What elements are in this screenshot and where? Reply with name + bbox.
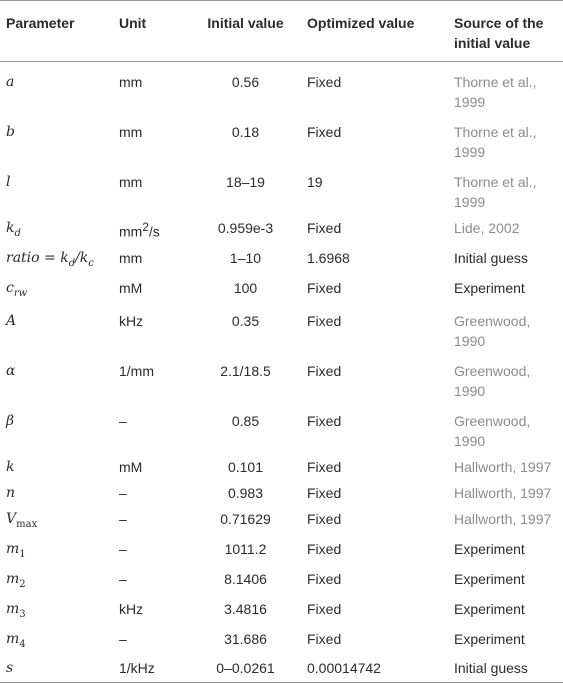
unit-sup: 2 xyxy=(142,221,149,234)
table-row xyxy=(0,114,563,164)
optimized-value-cell: Fixed xyxy=(307,570,342,587)
header-source-line2: initial value xyxy=(454,35,531,51)
param-sub: 4 xyxy=(19,638,26,650)
unit-base: mm xyxy=(119,223,143,240)
header-source-line1: Source of the xyxy=(454,15,544,31)
table-row xyxy=(0,164,563,214)
param-cell: n xyxy=(6,485,16,502)
initial-value-cell: 18–19 xyxy=(226,174,265,190)
param-base: m xyxy=(6,541,20,558)
param-sub: 3 xyxy=(19,608,26,620)
table-row xyxy=(0,353,563,403)
unit-cell: – xyxy=(119,541,127,558)
unit-cell: – xyxy=(119,413,127,430)
unit-cell: – xyxy=(119,630,127,647)
param-sub: max xyxy=(16,519,38,531)
source-cell: Thorne et al., 1999 xyxy=(454,74,537,110)
unit-cell: mm xyxy=(119,174,143,190)
param-base: m xyxy=(6,570,20,587)
param-part-a-sub: d xyxy=(68,257,76,269)
param-cell: β xyxy=(6,413,15,430)
table-row xyxy=(0,244,563,274)
table-row xyxy=(0,62,563,115)
header-source xyxy=(448,1,563,62)
unit-cell: – xyxy=(119,511,127,528)
initial-value-cell: 0.983 xyxy=(227,485,264,502)
source-cell: Experiment xyxy=(454,600,525,617)
param-sub: 2 xyxy=(19,578,26,590)
header-row xyxy=(0,1,563,62)
optimized-value-cell: 0.00014742 xyxy=(301,654,448,683)
initial-value-cell: 1–10 xyxy=(229,249,262,266)
source-cell: Greenwood, 1990 xyxy=(454,363,531,400)
unit-cell: mM xyxy=(119,279,143,296)
optimized-value-cell: Fixed xyxy=(307,485,342,502)
table-row xyxy=(0,403,563,453)
param-cell xyxy=(0,565,113,595)
initial-value-cell: 1011.2 xyxy=(224,541,267,558)
source-cell: Experiment xyxy=(454,570,525,587)
table-row xyxy=(0,274,563,304)
param-base: m xyxy=(6,630,20,647)
param-cell xyxy=(0,244,113,274)
optimized-value-cell: Fixed xyxy=(307,600,342,617)
initial-value-cell: 0.71629 xyxy=(220,511,271,528)
source-cell: Experiment xyxy=(454,630,525,647)
source-cell: Initial guess xyxy=(454,249,528,266)
table-row xyxy=(0,303,563,353)
initial-value-cell: 0.18 xyxy=(231,124,260,140)
unit-cell xyxy=(113,214,188,244)
source-cell: Lide, 2002 xyxy=(454,220,520,236)
param-sub: d xyxy=(14,227,21,239)
param-sub: 1 xyxy=(19,548,26,560)
table-row xyxy=(0,505,563,535)
optimized-value-cell: Fixed xyxy=(307,459,342,476)
table-row xyxy=(0,654,563,683)
source-cell: Initial guess xyxy=(448,654,563,683)
initial-value-cell: 0–0.0261 xyxy=(188,654,301,683)
source-cell: Hallworth, 1997 xyxy=(454,485,552,502)
optimized-value-cell: Fixed xyxy=(307,630,342,647)
optimized-value-cell: Fixed xyxy=(307,413,342,430)
param-base: m xyxy=(6,600,20,617)
unit-cell: 1/kHz xyxy=(113,654,188,683)
param-base: k xyxy=(6,220,15,236)
optimized-value-cell: Fixed xyxy=(307,511,342,528)
initial-value-cell: 0.56 xyxy=(231,74,260,90)
initial-value-cell: 2.1/18.5 xyxy=(220,363,271,380)
param-cell xyxy=(0,535,113,565)
param-part-b: /k xyxy=(75,249,89,266)
param-sub: rw xyxy=(13,287,28,299)
unit-cell: kHz xyxy=(119,600,144,617)
param-cell xyxy=(0,625,113,655)
table-row xyxy=(0,479,563,505)
table-row xyxy=(0,565,563,595)
table-row xyxy=(0,625,563,655)
param-cell: k xyxy=(6,459,15,476)
param-cell: b xyxy=(6,124,15,140)
unit-cell: kHz xyxy=(119,313,144,330)
unit-cell: 1/mm xyxy=(119,363,154,380)
table-row xyxy=(0,453,563,479)
param-cell: l xyxy=(6,174,11,190)
source-cell: Hallworth, 1997 xyxy=(454,459,552,476)
unit-cell: – xyxy=(119,570,127,587)
optimized-value-cell: Fixed xyxy=(307,313,342,330)
header-unit: Unit xyxy=(113,1,188,62)
initial-value-cell: 3.4816 xyxy=(224,600,267,617)
param-cell: α xyxy=(6,363,16,380)
source-cell: Thorne et al., 1999 xyxy=(454,174,537,210)
param-cell xyxy=(0,595,113,625)
param-cell xyxy=(0,274,113,304)
param-part-a: ratio = k xyxy=(6,249,69,266)
header-initial-value: Initial value xyxy=(188,1,301,62)
param-base: c xyxy=(6,279,14,296)
initial-value-cell: 31.686 xyxy=(224,630,267,647)
optimized-value-cell: Fixed xyxy=(307,220,342,236)
optimized-value-cell: Fixed xyxy=(307,74,342,90)
source-cell: Experiment xyxy=(454,279,525,296)
param-base: V xyxy=(6,511,17,528)
optimized-value-cell: Fixed xyxy=(307,279,342,296)
unit-rest: /s xyxy=(148,223,160,240)
initial-value-cell: 0.101 xyxy=(227,459,264,476)
unit-cell: mM xyxy=(119,459,143,476)
table-row xyxy=(0,214,563,244)
source-cell: Greenwood, 1990 xyxy=(454,413,531,450)
unit-cell: mm xyxy=(119,124,143,140)
optimized-value-cell: 19 xyxy=(307,174,323,190)
initial-value-cell: 0.35 xyxy=(231,313,260,330)
optimized-value-cell: Fixed xyxy=(307,363,342,380)
param-cell: a xyxy=(6,74,15,90)
header-optimized-value: Optimized value xyxy=(301,1,448,62)
optimized-value-cell: Fixed xyxy=(307,541,342,558)
param-part-b-sub: c xyxy=(88,257,94,269)
initial-value-cell: 0.85 xyxy=(231,413,260,430)
unit-cell: mm xyxy=(119,249,143,266)
initial-value-cell: 0.959e-3 xyxy=(217,220,274,236)
table-row xyxy=(0,595,563,625)
source-cell: Thorne et al., 1999 xyxy=(454,124,537,160)
initial-value-cell: 8.1406 xyxy=(224,570,267,587)
table-row xyxy=(0,535,563,565)
param-cell: s xyxy=(0,654,113,683)
unit-cell: mm xyxy=(119,74,143,90)
unit-cell: – xyxy=(119,485,127,502)
param-cell xyxy=(0,214,113,244)
optimized-value-cell: 1.6968 xyxy=(307,249,350,266)
header-parameter: Parameter xyxy=(0,1,113,62)
source-cell: Experiment xyxy=(454,541,525,558)
source-cell: Hallworth, 1997 xyxy=(454,511,552,528)
param-cell: A xyxy=(6,313,17,330)
source-cell: Greenwood, 1990 xyxy=(454,313,531,350)
param-cell xyxy=(0,505,113,535)
optimized-value-cell: Fixed xyxy=(307,124,342,140)
initial-value-cell: 100 xyxy=(233,279,258,296)
